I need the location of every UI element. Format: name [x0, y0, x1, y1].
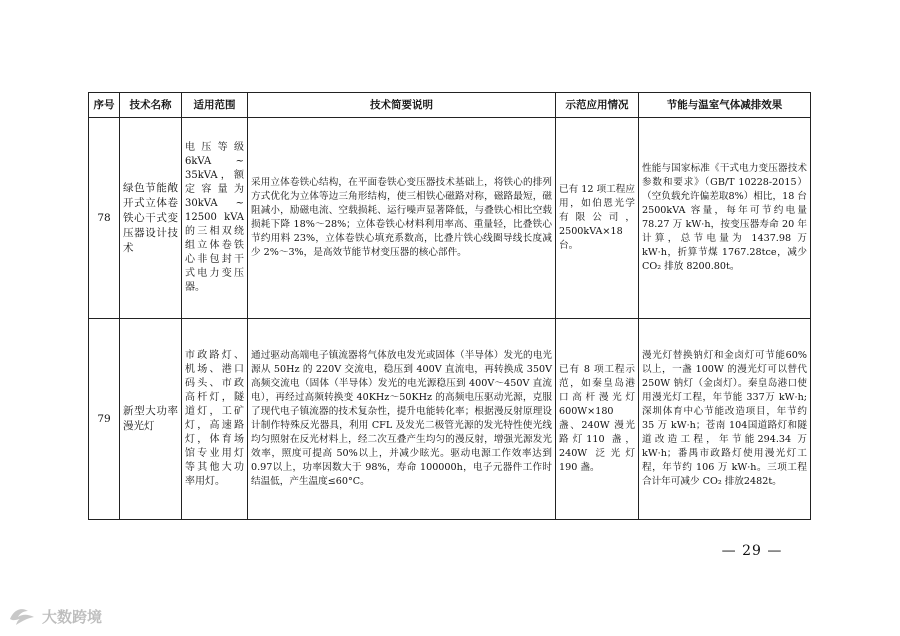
- page-number: — 29 —: [721, 543, 783, 559]
- header-description: 技术简要说明: [248, 93, 556, 118]
- row-number: 79: [89, 319, 120, 520]
- watermark-text: 大数跨境: [42, 607, 103, 626]
- bird-logo-icon: [8, 605, 38, 627]
- watermark: [8, 604, 102, 628]
- row-demo-application: 已有 12 项工程应用，如伯恩光学有限公司，2500kVA×18 台。: [556, 118, 639, 319]
- row-demo-application: 已有 8 项工程示范，如秦皇岛港口高杆漫光灯600W×180 盏、240W 漫光路灯110 盏，240W 泛光灯 190 盏。: [556, 319, 639, 520]
- row-scope: 市政路灯、机场、港口码头、市政高杆灯，隧道灯，工矿灯，高速路灯，体育场馆专业用灯等其他大功率用灯。: [182, 319, 248, 520]
- row-energy-effect: 漫光灯替换钠灯和金卤灯可节能60%以上，一盏 100W 的漫光灯可以替代 250W 钠灯（金卤灯）。秦皇岛港口使用漫光灯工程，年节能 337万 kW·h; 深圳体育中心节能改造项目，年节约 35 万 kW·h；苍南 104国道路灯和隧道改造工程，年节能294.34 万 kW·h；番禺市政路灯使用漫光灯工程，年节约 106 万 kW·h。三项工程合计年可减少 CO₂ 排放2482t。: [639, 319, 811, 520]
- header-scope: 适用范围: [182, 93, 248, 118]
- row-number: 78: [89, 118, 120, 319]
- table-row: [89, 319, 811, 520]
- row-scope: 电压等级6kVA ~ 35kVA，额定容量为30kVA ~ 12500 kVA的三相双绕组立体卷铁心非包封干式电力变压器。: [182, 118, 248, 319]
- table-header-row: [89, 93, 811, 118]
- row-tech-name: 新型大功率漫光灯: [120, 319, 182, 520]
- row-energy-effect: 性能与国家标准《干式电力变压器技术参数和要求》（GB/T 10228-2015）（空负载允许偏差取8%）相比，18 台 2500kVA 容量，每年可节约电量 78.27 万 kW·h，按变压器寿命 20 年计算，总节电量为 1437.98 万 kW·h，折算节煤 1767.28tce，减少 CO₂ 排放 8200.80t。: [639, 118, 811, 319]
- row-tech-name: 绿色节能敞开式立体卷铁心干式变压器设计技术: [120, 118, 182, 319]
- row-description: 通过驱动高端电子镇流器将气体放电发光或固体（半导体）发光的电光源从 50Hz 的 220V 交流电，稳压到 400V 直流电，再转换成 350V 高频交流电（固体（半导体）发光的电光源稳压到 400V～450V 直流电），再经过高频转换变 40KHz～50KHz 的高频电压驱动光源，克服了现代电子镇流器的技术复杂性，提升电能转化率；根据漫反射原理设计制作特殊反光器具，利用 CFL 及发光二极管光源的发光特性使光线均匀照射在反光材料上，经二次互叠产生均匀的漫反射，增强光源发光效率，照度可提高 50%以上，并减少眩光。驱动电源工作效率达到 0.97以上，功率因数大于 98%，寿命 100000h，电子元器件工作时结温低，产生温度≤60°C。: [248, 319, 556, 520]
- technology-table: [88, 92, 811, 520]
- header-number: 序号: [89, 93, 120, 118]
- row-description: 采用立体卷铁心结构，在平面卷铁心变压器技术基础上，将铁心的排列方式优化为立体等边三角形结构，使三相铁心磁路对称，磁路最短，磁阻减小，励磁电流、空载损耗、运行噪声显著降低，与叠铁心相比空载损耗下降 18%～28%；立体卷铁心材料利用率高、重量轻，比叠铁心节约用料 23%，立体卷铁心填充系数高，比叠片铁心线圈导线长度减少 2%～3%，是高效节能节材变压器的核心部件。: [248, 118, 556, 319]
- header-demo-application: 示范应用情况: [556, 93, 639, 118]
- header-tech-name: 技术名称: [120, 93, 182, 118]
- header-energy-effect: 节能与温室气体减排效果: [639, 93, 811, 118]
- table-row: [89, 118, 811, 319]
